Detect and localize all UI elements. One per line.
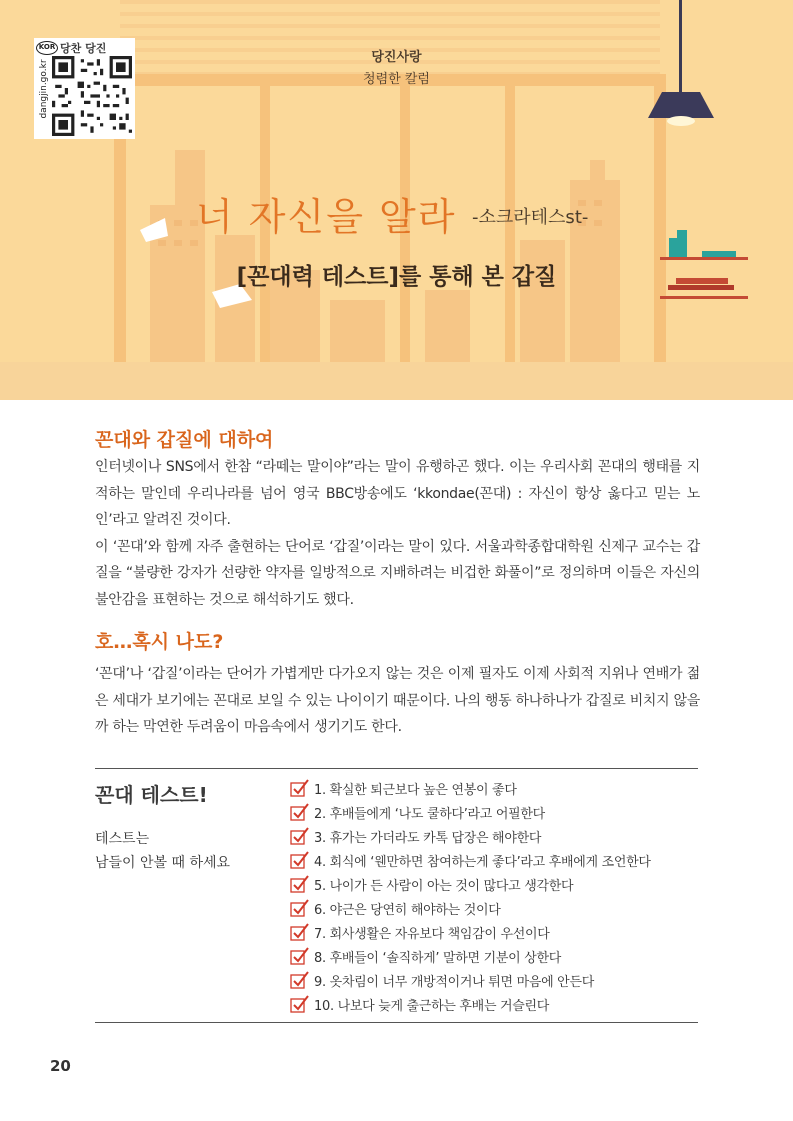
checklist-item-label: 6. 야근은 당연히 해야하는 것이다 bbox=[314, 902, 501, 918]
section-body-kkondae bbox=[95, 454, 700, 613]
checklist-item-label: 3. 휴가는 가더라도 카톡 답장은 해야한다 bbox=[314, 830, 542, 846]
checklist-item[interactable] bbox=[290, 920, 700, 944]
checklist-item-label: 9. 옷차림이 너무 개방적이거나 튀면 마음에 안든다 bbox=[314, 974, 594, 990]
paragraph: 인터넷이나 SNS에서 한참 “라떼는 말이야”라는 말이 유행하곤 했다. 이는 우리사회 꼰대의 행태를 지적하는 말인데 우리나라를 넘어 영국 BBC방송에도 ‘kkondae(꼰대) : 자신이 항상 옳다고 믿는 노인’라고 알려진 것이다. bbox=[95, 459, 700, 528]
checklist-item-label: 10. 나보다 늦게 출근하는 후배는 거슬린다 bbox=[314, 998, 550, 1014]
checklist-item-label: 5. 나이가 든 사람이 아는 것이 많다고 생각한다 bbox=[314, 878, 574, 894]
checklist-item[interactable] bbox=[290, 872, 700, 896]
main-title: 너 자신을 알라 bbox=[196, 195, 457, 239]
section-body-me-too bbox=[95, 661, 700, 741]
checklist-item[interactable] bbox=[290, 800, 700, 824]
checkbox-checked-icon[interactable] bbox=[290, 803, 310, 821]
checklist-item-label: 8. 후배들이 ‘솔직하게’ 말하면 기분이 상한다 bbox=[314, 950, 562, 966]
paragraph: ‘꼰대’나 ‘갑질’이라는 단어가 가볍게만 다가오지 않는 것은 이제 필자도 이제 사회적 지위나 연배가 젊은 세대가 보기에는 꼰대로 보일 수 있는 나이이기 때문이다. 나의 행동 하나하나가 갑질로 비치지 않을까 하는 막연한 두려움이 마음속에서 생기기도 한다. bbox=[95, 666, 700, 735]
article-subtitle: [꼰대력 테스트]를 통해 본 갑질 bbox=[236, 264, 557, 290]
test-title: 꼰대 테스트! bbox=[95, 783, 208, 807]
checklist-item-label: 2. 후배들에게 ‘나도 쿨하다’라고 어필한다 bbox=[314, 806, 545, 822]
dangjin-brand-logo: 당찬 당진 bbox=[60, 42, 107, 55]
checkbox-checked-icon[interactable] bbox=[290, 779, 310, 797]
checkbox-checked-icon[interactable] bbox=[290, 971, 310, 989]
checklist-item[interactable] bbox=[290, 968, 700, 992]
checkbox-checked-icon[interactable] bbox=[290, 875, 310, 893]
section-heading-me-too: 호…혹시 나도? bbox=[95, 631, 224, 653]
test-note bbox=[95, 827, 230, 875]
test-note-line: 남들이 안볼 때 하세요 bbox=[95, 855, 231, 871]
checkbox-checked-icon[interactable] bbox=[290, 995, 310, 1013]
checklist-item-label: 7. 회사생활은 자유보다 책임감이 우선이다 bbox=[314, 926, 550, 942]
test-note-line: 테스트는 bbox=[95, 831, 150, 847]
title-attribution: -소크라테스st- bbox=[472, 207, 589, 228]
checklist-item-label: 1. 확실한 퇴근보다 높은 연봉이 좋다 bbox=[314, 782, 517, 798]
checkbox-checked-icon[interactable] bbox=[290, 827, 310, 845]
checklist-item[interactable] bbox=[290, 848, 700, 872]
checklist-item[interactable] bbox=[290, 992, 700, 1016]
header-banner bbox=[0, 0, 793, 400]
checklist-item-label: 4. 회식에 ‘웬만하면 참여하는게 좋다’라고 후배에게 조언한다 bbox=[314, 854, 651, 870]
section-heading-kkondae: 꼰대와 갑질에 대하여 bbox=[95, 429, 274, 451]
checkbox-checked-icon[interactable] bbox=[290, 899, 310, 917]
qr-domain-label: dangjin.go.kr bbox=[39, 59, 49, 119]
test-top-divider bbox=[95, 768, 698, 769]
checklist-item[interactable] bbox=[290, 896, 700, 920]
checklist-item[interactable] bbox=[290, 944, 700, 968]
section-label: 당진사랑 bbox=[371, 50, 422, 65]
paragraph: 이 ‘꼰대’와 함께 자주 출현하는 단어로 ‘갑질’이라는 말이 있다. 서울과학종합대학원 신제구 교수는 갑질을 “불량한 강자가 선량한 약자를 일방적으로 지배하려는 비겁한 화풀이”로 정의하며 이들은 자신의 불안감을 표현하는 것으로 해석하기도 했다. bbox=[95, 538, 700, 608]
checkbox-checked-icon[interactable] bbox=[290, 851, 310, 869]
page-number: 20 bbox=[50, 1057, 71, 1075]
kor-logo-icon: KOR bbox=[36, 41, 58, 55]
checklist-item[interactable] bbox=[290, 824, 700, 848]
checkbox-checked-icon[interactable] bbox=[290, 923, 310, 941]
kkondae-checklist bbox=[290, 776, 700, 1016]
column-label: 청렴한 칼럼 bbox=[363, 72, 430, 87]
checkbox-checked-icon[interactable] bbox=[290, 947, 310, 965]
checklist-item[interactable] bbox=[290, 776, 700, 800]
test-bottom-divider bbox=[95, 1022, 698, 1023]
